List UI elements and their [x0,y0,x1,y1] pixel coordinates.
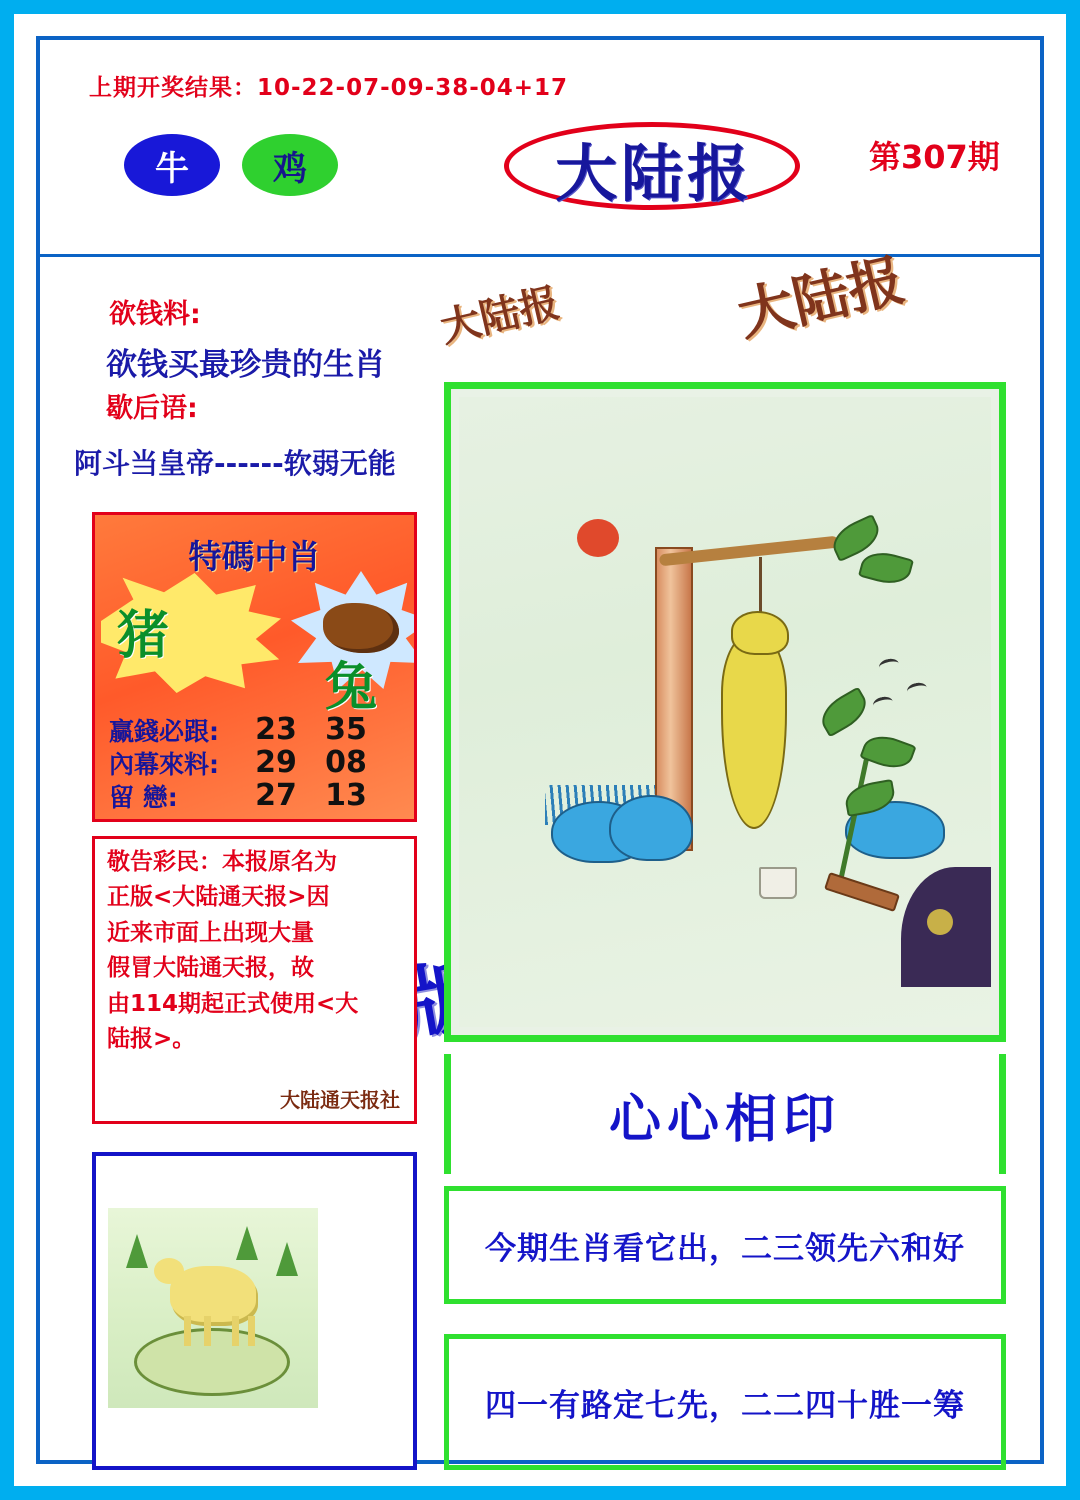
tema-panel [92,512,417,822]
qianliao-line: 欲钱买最珍贵的生肖 [106,347,385,383]
cow-leg [184,1316,191,1346]
verse-block-2 [444,1334,1006,1470]
tree-icon [236,1226,258,1260]
leaf-icon [859,729,916,774]
illustration-blank-area [318,1156,410,1468]
tema-zodiac-1: 猪 [117,606,170,666]
xiehouyu-label: 歇后语: [106,393,198,424]
zodiac-badge-1: 牛 [124,134,220,196]
notice-line: 近来市面上出现大量 [107,919,314,946]
notice-line: 假冒大陆通天报，故 [107,955,314,982]
cow-leg [232,1316,239,1346]
notice-signature: 大陆通天报社 [280,1088,400,1112]
corner-decoration [901,867,991,987]
table-row [109,779,409,812]
main-illustration [444,382,1006,1042]
tree-icon [126,1234,148,1268]
zodiac-badge-group [124,134,338,196]
previous-result-text: 上期开奖结果：10-22-07-09-38-04+17 [89,75,569,101]
dog-illustration-icon [721,635,787,829]
tema-row-number-2: 08 [325,745,367,780]
illustration-scene [108,1208,318,1408]
tema-row-number-2: 35 [325,712,367,747]
tree-icon [276,1242,298,1276]
cow-leg [204,1316,211,1346]
watermark-logo-large: 大陆报 [731,247,911,349]
notice-line: 正版<大陆通天报>因 [107,884,330,911]
verse-text-2: 四一有路定七先，二二四十胜一筹 [485,1387,965,1424]
qianliao-label: 欲钱料: [109,299,201,330]
tema-zodiac-2: 兔 [325,658,378,718]
tema-row-label: 赢錢必跟: [109,716,219,746]
tema-row-number-1: 23 [255,712,297,747]
dog-head-shape [731,611,789,655]
headline-block [444,1054,1006,1174]
bird-icon [872,695,894,712]
bucket-icon [759,867,797,899]
notice-line: 由114期起正式使用<大 [107,990,359,1017]
zodiac-badge-2: 鸡 [242,134,338,196]
masthead [504,122,804,214]
tema-title: 特碼中肖 [188,537,321,576]
bird-icon [878,657,900,674]
rock-shape [609,795,693,861]
verse-text-1: 今期生肖看它出，二三领先六和好 [485,1230,965,1267]
masthead-title: 大陆报 [554,136,753,210]
tema-row-label: 留 戀: [109,782,178,812]
issue-number: 第307期 [869,138,1000,176]
leaf-icon [858,547,914,589]
notice-line: 陆报>。 [107,1026,196,1053]
sun-icon [577,519,619,557]
secondary-illustration [92,1152,417,1470]
notice-line: 敬告彩民：本报原名为 [107,849,337,875]
leaf-icon [815,687,873,738]
verse-block-1 [444,1186,1006,1304]
bird-icon [906,681,928,698]
illustration-canvas [459,397,991,1027]
tema-row-number-1: 29 [255,745,297,780]
tema-row-label: 內幕來料: [109,749,219,779]
headline-text: 心心相印 [608,1089,841,1150]
tema-number-rows [109,713,409,812]
tema-row-number-2: 13 [325,778,367,813]
tema-row-number-1: 27 [255,778,297,813]
notice-panel [92,836,417,1124]
pond-shape [134,1328,290,1396]
xiehouyu-line: 阿斗当皇帝------软弱无能 [74,447,396,480]
knife-icon [824,872,900,912]
watermark-logo-small: 大陆报 [436,280,564,352]
cow-illustration-icon [170,1266,256,1322]
table-row [109,746,409,779]
cow-leg [248,1316,255,1346]
table-row [109,713,409,746]
branch-shape [659,536,839,567]
